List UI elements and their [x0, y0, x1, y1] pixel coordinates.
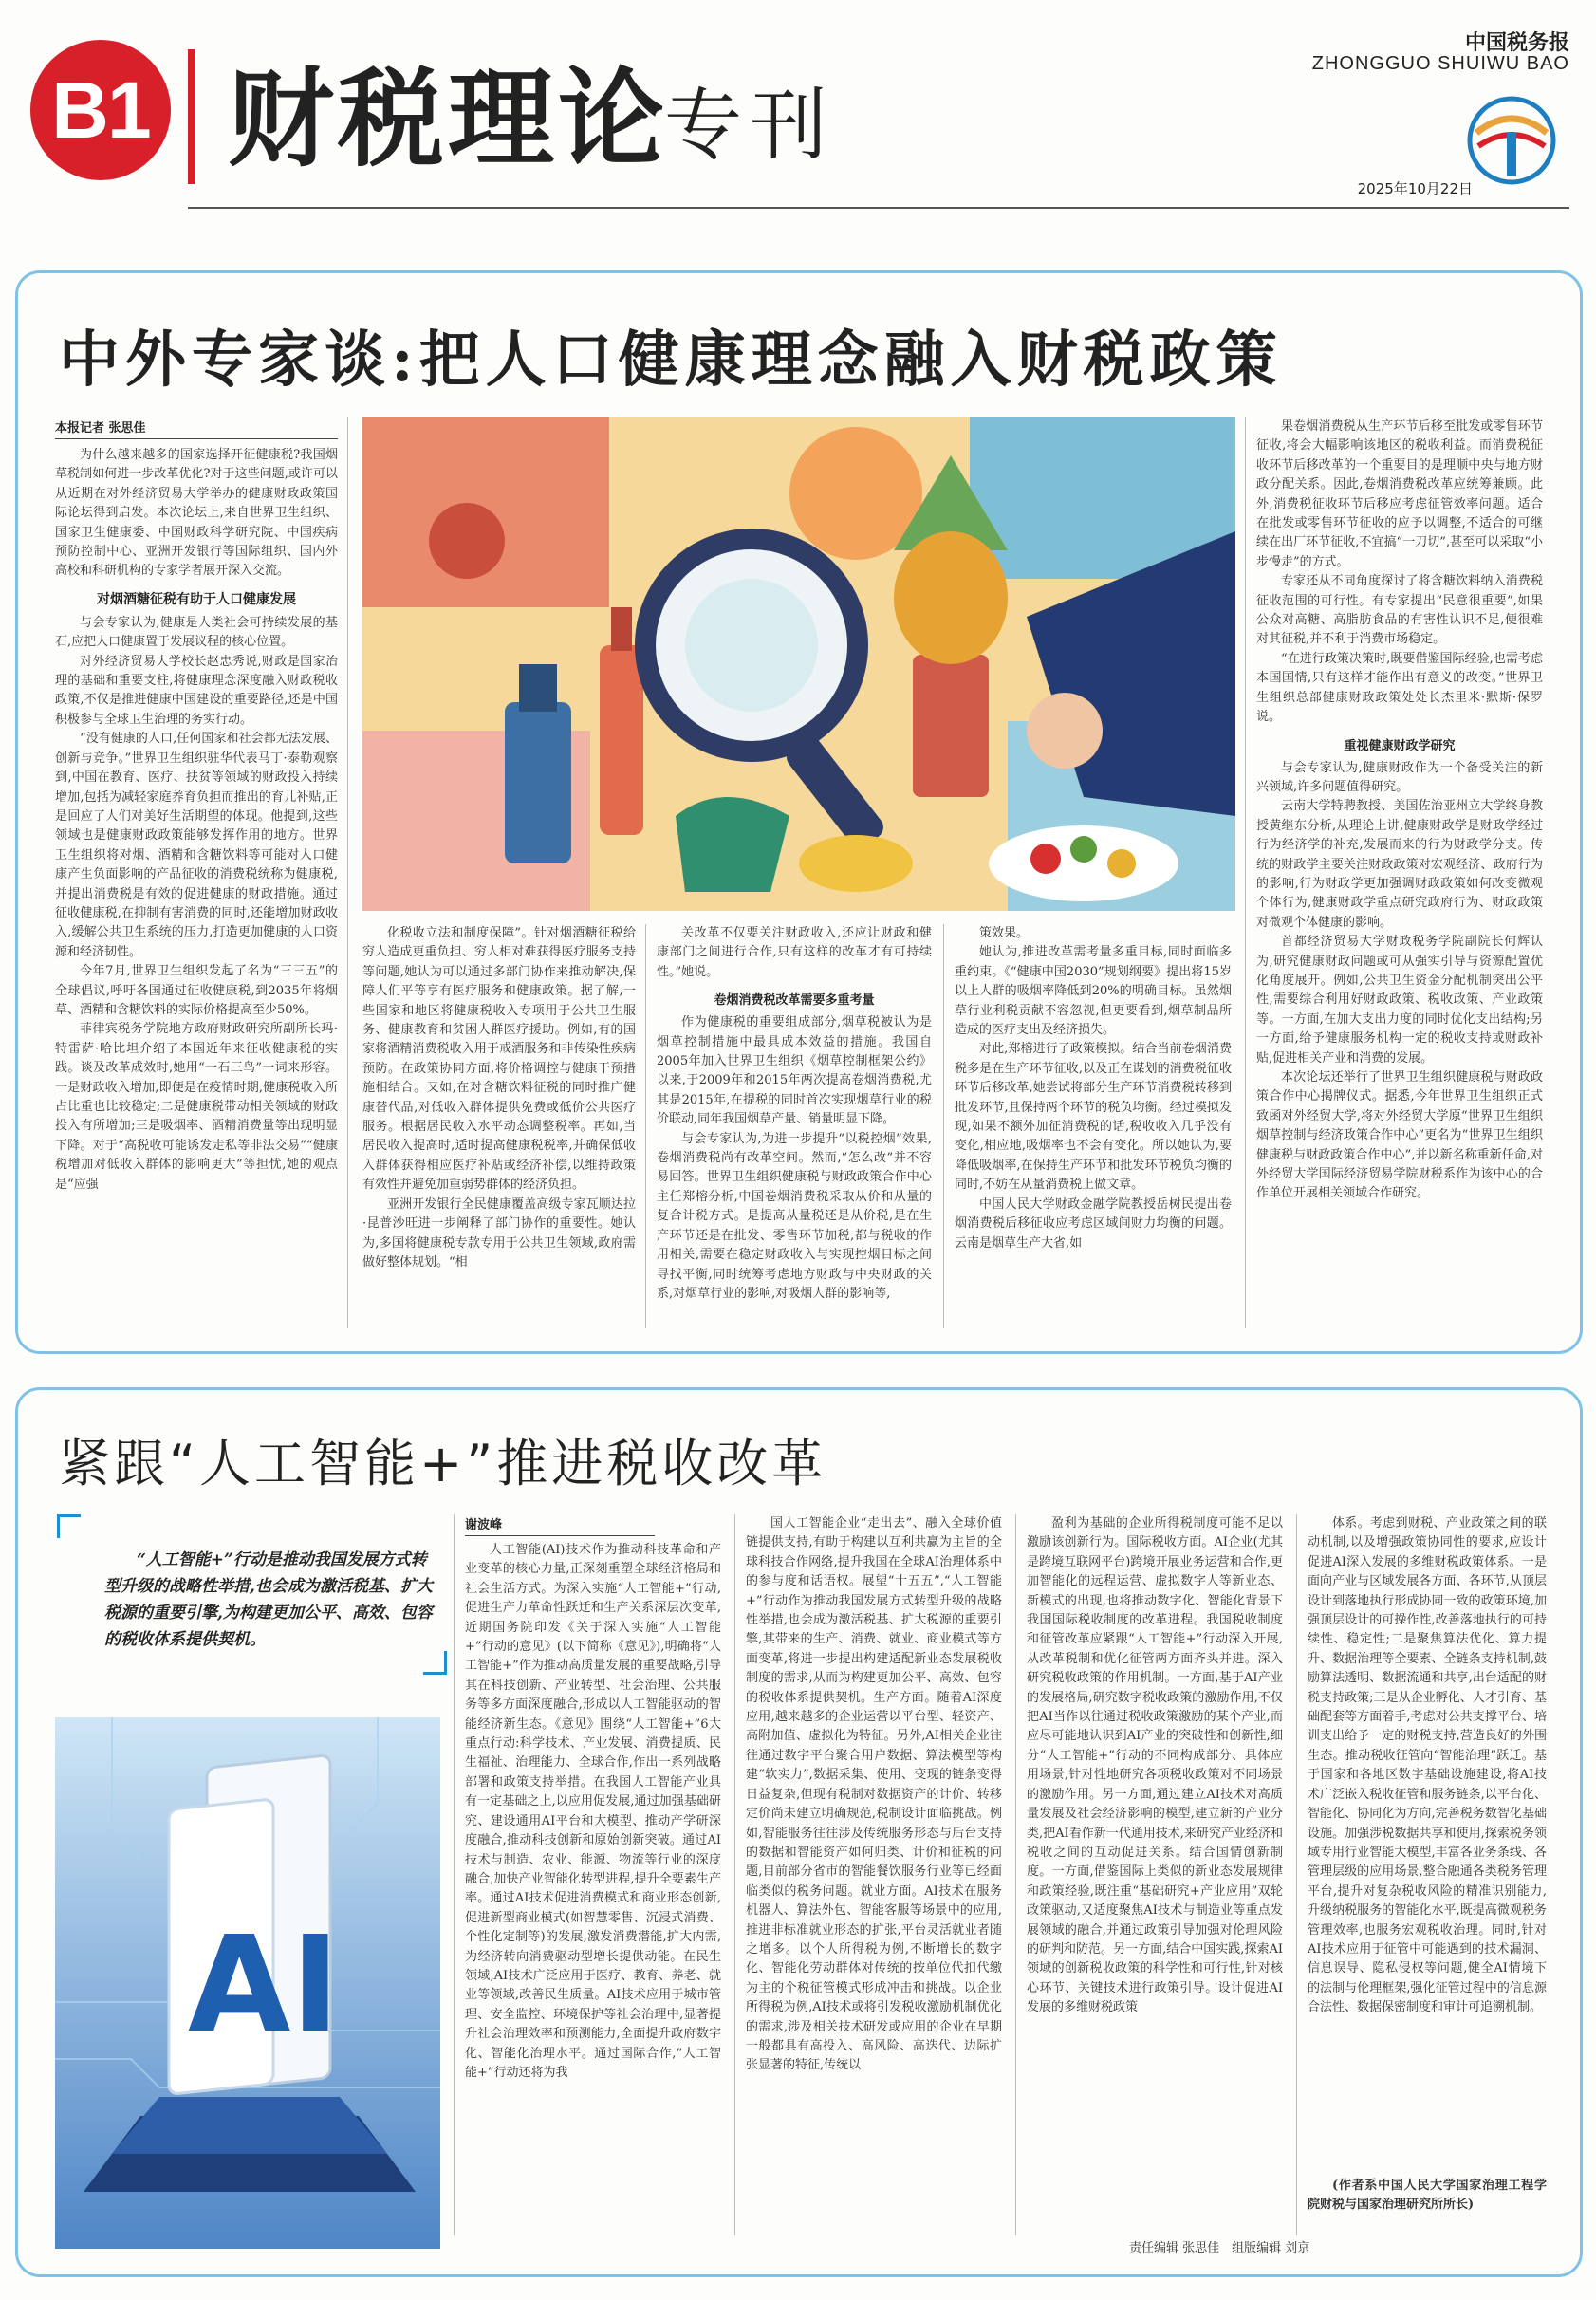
- masthead-rule: [188, 207, 1569, 209]
- subheading: 重视健康财政学研究: [1344, 738, 1456, 753]
- quote-bracket-bottom: [423, 1651, 447, 1675]
- paragraph: 本次论坛还举行了世界卫生组织健康税与财政政策合作中心揭牌仪式。据悉,今年世界卫生组织正式致函对外经贸大学,将对外经贸大学原“世界卫生组织烟草控制与经济政策合作中心”更名为“世界卫生组织健康税与财政政策合作中心”,并以新名称重新任命,对外经贸大学国际经济贸易学院财税系作为该中心的合作单位开展相关领域合作研究。: [1256, 1070, 1543, 1201]
- article2-pullquote: “人工智能+”行动是推动我国发展方式转型升级的战略性举措,也会成为激活税基、扩大税源的重要引擎,为构建更加公平、高效、包容的税收体系提供契机。: [104, 1550, 433, 1649]
- author-note: [1308, 2177, 1547, 2218]
- newspaper-name-en: ZHONGGUO SHUIWU BAO: [1311, 53, 1569, 74]
- article2-column-4: [1308, 1514, 1547, 2171]
- article1-column-4: [955, 924, 1232, 1328]
- article1-column-2: [362, 924, 636, 1328]
- paragraph: 化税收立法和制度保障”。针对烟酒糖征税给穷人造成更重负担、穷人相对难获得医疗服务支持等问题,她认为可以通过多部门协作来推动解决,保障人们平等享有医疗服务和健康政策。据了解,一些国家和地区将健康税收入专项用于公共卫生服务、健康教育和贫困人群医疗援助。例如,有的国家将酒精消费税收入用于戒酒服务和非传染性疾病预防。在政策协同方面,将价格调控与健康干预措施相结合。又如,在对含糖饮料征税的同时推广健康替代品,对低收入群体提供免费或低价公共医疗服务。根据居民收入水平动态调整税率。再如,当居民收入提高时,适时提高健康税税率,并确保低收入群体获得相应医疗补贴或经济补偿,以维持政策有效性并避免加重弱势群体的经济负担。: [362, 926, 636, 1193]
- paragraph: 对外经济贸易大学校长赵忠秀说,财政是国家治理的基础和重要支柱,将健康理念深度融入财政税收政策,不仅是推进健康中国建设的重要路径,还是中国积极参与全球卫生治理的务实行动。: [55, 654, 338, 727]
- section-subtitle: 专刊: [664, 81, 836, 171]
- column-separator: [347, 417, 348, 1328]
- paragraph: “没有健康的人口,任何国家和社会都无法发展、创新与竞争。”世界卫生组织驻华代表马丁·泰勒观察到,中国在教育、医疗、扶贫等领域的财政投入持续增加,包括为减轻家庭养育负担而推出的育儿补贴,正是回应了人们对美好生活期望的体现。他提到,这些领域也是健康财政政策能够发挥作用的地方。世界卫生组织将对烟、酒精和含糖饮料等可能对人口健康产生负面影响的产品征收的消费税统称为健康税,并提出消费税是有效的促进健康的财政措施。通过征收健康税,在抑制有害消费的同时,还能增加财政收入,缓解公共卫生系统的压力,打造更加健康的人口资源和经济韧性。: [55, 732, 338, 959]
- paragraph: 与会专家认为,健康财政作为一个备受关注的新兴领域,许多问题值得研究。: [1256, 760, 1543, 794]
- article2-column-1: [465, 1541, 721, 2243]
- column-separator: [943, 924, 944, 1328]
- article2-column-2: [746, 1514, 1002, 2243]
- editors-credit: 责任编辑 张思佳 组版编辑 刘京: [1129, 2241, 1310, 2255]
- column-separator: [645, 924, 646, 1328]
- paragraph: 今年7月,世界卫生组织发起了名为“三三五”的全球倡议,呼吁各国通过征收健康税,到2035年将烟草、酒精和含糖饮料的实际价格提高至少50%。: [55, 964, 338, 1017]
- paragraph: 人工智能(AI)技术作为推动科技革命和产业变革的核心力量,正深刻重塑全球经济格局和社会生活方式。为深入实施“人工智能+”行动,促进生产力革命性跃迁和生产关系深层次变革,近期国务院印发《关于深入实施“人工智能+”行动的意见》(以下简称《意见》),明确将“人工智能+”作为推动高质量发展的重要战略,引导其在科技创新、产业转型、社会治理、公共服务等多方面深度融合,形成以人工智能驱动的智能经济新生态。《意见》围绕“人工智能+”6大重点行动:科学技术、产业发展、消费提质、民生福祉、治理能力、全球合作,作出一系列战略部署和政策支持举措。在我国人工智能产业具有一定基础之上,以应用促发展,通过加强基础研究、建设通用AI平台和大模型、推动产学研深度融合,推动科技创新和原始创新突破。通过AI技术与制造、农业、能源、物流等行业的深度融合,加快产业智能化转型进程,提升全要素生产率。通过AI技术促进消费模式和商业形态创新,促进新型商业模式(如智慧零售、沉浸式消费、个性化定制等)的发展,激发消费潜能,扩大内需,为经济转向消费驱动型增长提供动能。在民生领域,AI技术广泛应用于医疗、教育、养老、就业等领域,改善民生质量。AI技术应用于城市管理、安全监控、环境保护等社会治理中,显著提升社会治理效率和预测能力,全面提升政府数字化、智能化治理水平。通过国际合作,“人工智能+”行动还将为我: [465, 1543, 721, 2080]
- paragraph: 专家还从不同角度探讨了将含糖饮料纳入消费税征收范围的可行性。有专家提出“民意很重要”,如果公众对高糖、高脂肪食品的有害性认识不足,便很难对其征税,并不利于消费市场稳定。: [1256, 574, 1543, 647]
- paragraph: 中国人民大学财政金融学院教授岳树民提出卷烟消费税后移征收应考虑区域间财力均衡的问题。云南是烟草生产大省,如: [955, 1196, 1232, 1251]
- paragraph: 与会专家认为,健康是人类社会可持续发展的基石,应把人口健康置于发展议程的核心位置。: [55, 615, 338, 650]
- section-title: 财税理论: [228, 58, 668, 181]
- paragraph: “在进行政策决策时,既要借鉴国际经验,也需考虑本国国情,只有这样才能作出有意义的改变。”世界卫生组织总部健康财政政策处处长杰里米·默斯·保罗说。: [1256, 651, 1543, 725]
- paragraph: 为什么越来越多的国家选择开征健康税?我国烟草税制如何进一步改革优化?对于这些问题,或许可以从近期在对外经济贸易大学举办的健康财政政策国际论坛得到启发。本次论坛上,来自世界卫生组织、国家卫生健康委、中国财政科学研究院、中国疾病预防控制中心、亚洲开发银行等国际组织、国内外高校和科研机构的专家学者展开深入交流。: [55, 448, 338, 579]
- paragraph: 亚洲开发银行全民健康覆盖高级专家瓦顺达拉·昆普沙旺进一步阐释了部门协作的重要性。她认为,多国将健康税专款专用于公共卫生领域,政府需做好整体规划。“相: [362, 1196, 636, 1270]
- paragraph: 作为健康税的重要组成部分,烟草税被认为是烟草控制措施中最具成本效益的措施。我国自2005年加入世界卫生组织《烟草控制框架公约》以来,于2009年和2015年两次提高卷烟消费税,尤其是2015年,在提税的同时首次实现烟草行业的税价联动,同年我国烟草产量、销量明显下降。: [657, 1015, 932, 1127]
- issue-date: 2025年10月22日: [1357, 180, 1473, 197]
- subheading: 卷烟消费税改革需要多重考量: [714, 993, 875, 1009]
- article2-column-3: [1027, 1514, 1283, 2217]
- article2-headline: 紧跟“人工智能+”推进税收改革: [59, 1434, 827, 1493]
- article1-column-5: [1256, 417, 1543, 1328]
- paragraph: 云南大学特聘教授、美国佐治亚州立大学终身教授黄继东分析,从理论上讲,健康财政学是财政学经过行为经济学的补充,发展而来的行为财政学分支。传统的财政学主要关注财政政策对宏观经济、政府行为的影响,行为财政学更加强调财政政策如何改变微观个体行为,健康财政学重点研究政府行为、财政政策对微观个体健康的影响。: [1256, 799, 1543, 930]
- article2-byline: 谢波峰: [465, 1514, 655, 1536]
- column-separator: [734, 1514, 735, 2235]
- column-separator: [454, 1514, 455, 2235]
- paragraph: 关改革不仅要关注财政收入,还应让财政和健康部门之间进行合作,只有这样的改革才有可持续性。”她说。: [657, 926, 932, 979]
- column-separator: [1015, 1514, 1016, 2235]
- article1-column-1: [55, 446, 338, 1328]
- article1-byline: 本报记者 张思佳: [55, 417, 338, 439]
- article1-byline-wrap: [55, 417, 338, 439]
- author-note-text: (作者系中国人民大学国家治理工程学院财税与国家治理研究所所长): [1308, 2179, 1547, 2213]
- health-tax-illustration: [362, 417, 1235, 911]
- newspaper-name-cn: 中国税务报: [1464, 30, 1569, 55]
- column-separator: [1296, 1514, 1297, 2235]
- paragraph: 与会专家认为,为进一步提升“以税控烟”效果,卷烟消费税尚有改革空间。然而,“怎么改”并不容易回答。世界卫生组织健康税与财政政策合作中心主任郑榕分析,中国卷烟消费税采取从价和从量的复合计税方式。是提高从量税还是从价税,是在生产环节还是在批发、零售环节加税,都与税收的作用相关,需要在稳定财政收入与实现控烟目标之间寻找平衡,同时统筹考虑地方财政与中央财政的关系,对烟草行业的影响,对吸烟人群的影响等,: [657, 1131, 932, 1301]
- paragraph: 果卷烟消费税从生产环节后移至批发或零售环节征收,将会大幅影响该地区的税收利益。而消费税征收环节后移改革的一个重要目的是理顺中央与地方财政分配关系。因此,卷烟消费税改革应统筹兼顾。此外,消费税征收环节后移应考虑征管效率问题。适合在批发或零售环节征收的应予以调整,不适合的可继续在出厂环节征收,不宜搞“一刀切”,甚至可以采取“小步慢走”的方式。: [1256, 419, 1543, 569]
- paragraph: 对此,郑榕进行了政策模拟。结合当前卷烟消费税多是在生产环节征收,以及正在谋划的消费税征收环节后移改革,她尝试将部分生产环节消费税转移到批发环节,且保持两个环节的税负均衡。经过模拟发现,如果不额外加征消费税的话,税收收入几乎没有变化,相应地,吸烟率也不会有变化。所以她认为,要降低吸烟率,在保持生产环节和批发环节税负均衡的同时,不妨在从量消费税上做文章。: [955, 1042, 1232, 1193]
- newspaper-logo-icon: [1459, 95, 1564, 186]
- paragraph: 国人工智能企业“走出去”、融入全球价值链提供支持,有助于构建以互利共赢为主旨的全球科技合作网络,提升我国在全球AI治理体系中的参与度和话语权。展望“十五五”,“人工智能+”行动作为推动我国发展方式转型升级的战略性举措,也会成为激活税基、扩大税源的重要引擎,其带来的生产、消费、就业、商业模式等方面变革,将进一步提出构建适配新业态发展税收制度的需求,从而为构建更加公平、高效、包容的税收体系提供契机。生产方面。随着AI深度应用,越来越多的企业运营以平台型、轻资产、高附加值、虚拟化为特征。另外,AI相关企业往往通过数字平台聚合用户数据、算法模型等构建“软实力”,数据采集、使用、变现的链条变得日益复杂,但现有税制对数据资产的计价、转移定价尚未建立明确规范,税制设计面临挑战。例如,智能服务往往涉及传统服务形态与后台支持的数据和智能资产如何归类、计价和征税的问题,目前部分省市的智能餐饮服务行业等已经面临类似的税务问题。就业方面。AI技术在服务机器人、算法外包、智能客服等场景中的应用,推进非标准就业形态的扩张,平台灵活就业者随之增多。以个人所得税为例,不断增长的数字化、智能化劳动群体对传统的按单位代扣代缴为主的个税征管模式形成冲击和挑战。以企业所得税为例,AI技术或将引发税收激励机制优化的需求,涉及相关技术研发或应用的企业在早期一般都具有高投入、高风险、高迭代、边际扩张显著的特征,传统以: [746, 1516, 1002, 2073]
- paragraph: 菲律宾税务学院地方政府财政研究所副所长玛·特雷萨·哈比坦介绍了本国近年来征收健康税的实践。谈及改革成效时,她用“一石三鸟”一词来形容。一是财政收入增加,即便是在疫情时期,健康税收入所占比重也比较稳定;二是健康税带动相关领域的财政投入有所增加;三是吸烟率、酒精消费量等出现明显下降。对于“高税收可能诱发走私等非法交易”“健康税增加对低收入群体的影响更大”等担忧,她的观点是“应强: [55, 1022, 338, 1192]
- paragraph: 首都经济贸易大学财政税务学院副院长何辉认为,研究健康财政问题或可从强实引导与资源配置优化角度展开。例如,公共卫生资金分配机制突出公平性,需要综合利用好财政政策、税收政策、产业政策等。一方面,在加大支出力度的同时优化支出结构;另一方面,给予健康服务机构一定的税收支持或财政补贴,促进相关产业和消费的发展。: [1256, 935, 1543, 1066]
- article2-byline-wrap: [465, 1514, 655, 1536]
- ai-chip-illustration: [55, 1717, 440, 2249]
- column-separator: [1245, 417, 1246, 1328]
- paragraph: 策效果。: [979, 926, 1030, 940]
- paragraph: 盈利为基础的企业所得税制度可能不足以激励该创新行为。国际税收方面。AI企业(尤其是跨境互联网平台)跨境开展业务运营和合作,更加智能化的远程运营、虚拟数字人等新业态、新模式的出现,也将推动数字化、智能化背景下我国国际税收制度的改革进程。我国税收制度和征管改革应紧跟“人工智能+”行动深入开展,从改革税制和优化征管两方面齐头并进。深入研究税收政策的作用机制。一方面,基于AI产业的发展格局,研究数字税收政策的激励作用,不仅把AI当作以往通过税收政策激励的某个产业,而应尽可能地认识到AI产业的突破性和创新性,细分“人工智能+”行动的不同构成部分、具体应用场景,针对性地研究各项税收政策对不同场景的激励作用。另一方面,通过建立AI技术对高质量发展及社会经济影响的模型,建立新的产业分类,把AI看作新一代通用技术,来研究产业经济和税收之间的互动促进关系。结合国情创新制度。一方面,借鉴国际上类似的新业态发展规律和政策经验,既注重“基础研究+产业应用”双轮政策驱动,又适度聚焦AI技术与制造业等重点发展领域的融合,并通过政策引导加强对伦理风险的研判和防范。另一方面,结合中国实践,探索AI领域的创新税收政策的科学性和可行性,针对核心环节、关键技术进行政策引导。设计促进AI发展的多维财税政策: [1027, 1516, 1283, 2015]
- subheading: 对烟酒糖征税有助于人口健康发展: [97, 591, 296, 607]
- ai-graphic-text: AI: [188, 1908, 341, 2063]
- paragraph: 她认为,推进改革需考量多重目标,同时面临多重约束。《“健康中国2030”规划纲要》提出将15岁以上人群的吸烟率降低到20%的明确目标。虽然烟草行业利税贡献不容忽视,但更要看到,烟草制品所造成的医疗支出及经济损失。: [955, 945, 1232, 1038]
- article1-column-3: [657, 924, 932, 1328]
- masthead-divider: [188, 49, 195, 184]
- article1-headline: 中外专家谈:把人口健康理念融入财税政策: [59, 325, 1283, 396]
- paragraph: 体系。考虑到财税、产业政策之间的联动机制,以及增强政策协同性的要求,应设计促进AI深入发展的多维财税政策体系。一是面向产业与区域发展各方面、各环节,从顶层设计到落地执行形成协同一致的政策环境,加强顶层设计的可操作性,改善落地执行的可持续性、稳定性;二是聚焦算法优化、算力提升、数据治理等全要素、全链条支持机制,鼓励算法透明、数据流通和共享,出台适配的财税支持政策;三是从企业孵化、人才引育、基础配套等方面着手,考虑对公共支撑平台、培训支出给予一定的财税支持,营造良好的外围生态。推动税收征管向“智能治理”跃迁。基于国家和各地区数字基础设施建设,将AI技术广泛嵌入税收征管和服务链条,以平台化、智能化、协同化为方向,完善税务数智化基础设施。加强涉税数据共享和使用,探索税务领域专用行业智能大模型,丰富各业务条线、各管理层级的应用场景,整合融通各类税务管理平台,提升对复杂税收风险的精准识别能力,升级纳税服务的智能化水平,既提高微观税务管理效率,也服务宏观税收治理。同时,针对AI技术应用于征管中可能遇到的技术漏洞、信息误导、隐私侵权等问题,健全AI情境下的法制与伦理框架,强化征管过程中的信息源合法性、数据保密制度和审计可追溯机制。: [1308, 1516, 1547, 2015]
- quote-bracket-top: [57, 1514, 81, 1538]
- page-number-badge: B1: [30, 40, 171, 180]
